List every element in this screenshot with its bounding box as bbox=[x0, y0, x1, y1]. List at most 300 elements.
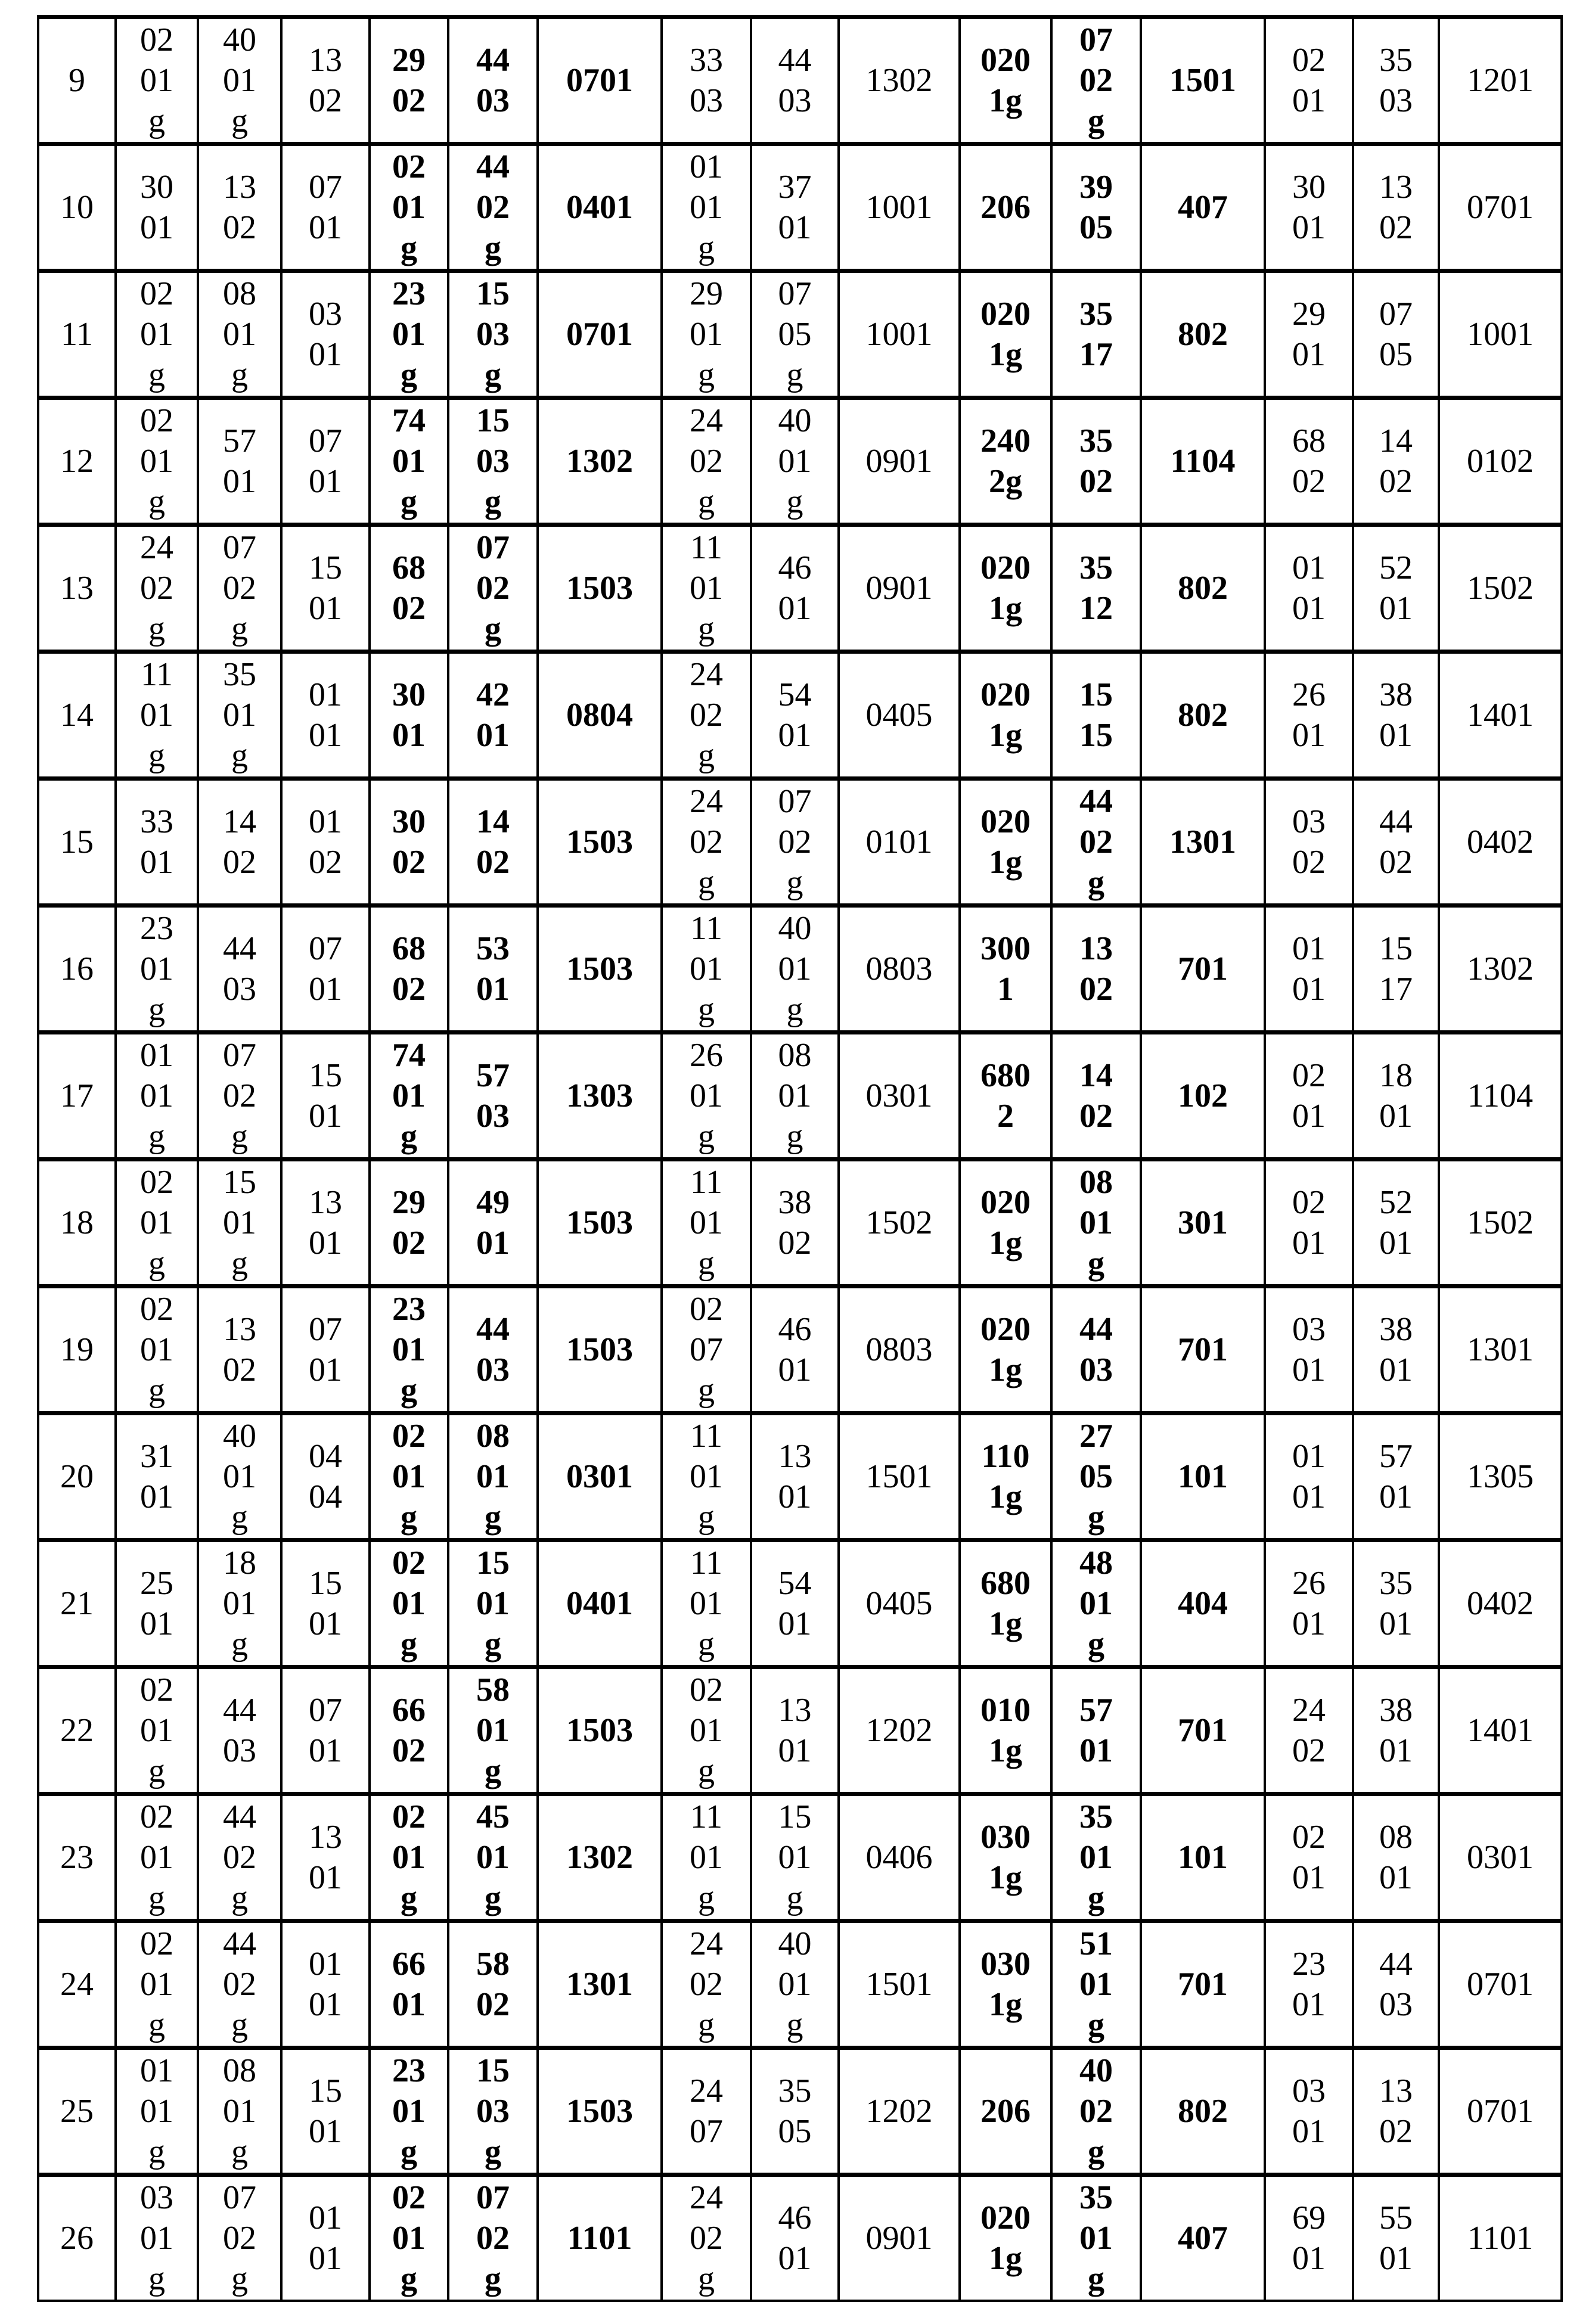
row-number-cell bbox=[38, 779, 116, 906]
cell-value: 26 01 g bbox=[690, 1037, 723, 1155]
cell-value: 14 bbox=[60, 697, 94, 734]
table-cell bbox=[662, 779, 751, 906]
cell-value: 35 01 g bbox=[223, 656, 256, 774]
cell-value: 40 01 g bbox=[223, 21, 256, 139]
cell-value: 1302 bbox=[865, 62, 933, 99]
table-cell bbox=[370, 652, 448, 779]
cell-value: 44 03 bbox=[223, 1692, 256, 1769]
table-cell bbox=[538, 1413, 662, 1540]
cell-value: 08 01 g bbox=[223, 2052, 256, 2170]
cell-value: 03 01 bbox=[309, 296, 342, 373]
cell-value: 1501 bbox=[1169, 62, 1236, 99]
table-cell bbox=[198, 1921, 281, 2048]
table-cell bbox=[1051, 17, 1141, 144]
cell-value: 58 01 g bbox=[476, 1671, 510, 1789]
cell-value: 29 02 bbox=[392, 42, 426, 119]
table-cell bbox=[448, 1921, 538, 2048]
cell-value: 18 01 g bbox=[223, 1545, 256, 1663]
cell-value: 24 07 bbox=[690, 2073, 723, 2150]
table-cell bbox=[116, 1160, 198, 1287]
table-cell bbox=[960, 2175, 1051, 2301]
cell-value: 23 bbox=[60, 1839, 94, 1876]
table-cell bbox=[116, 1287, 198, 1413]
table-cell bbox=[1439, 17, 1562, 144]
table-cell bbox=[1141, 17, 1265, 144]
table-cell bbox=[960, 1287, 1051, 1413]
cell-value: 01 01 g bbox=[690, 148, 723, 266]
cell-value: 1502 bbox=[865, 1204, 933, 1241]
cell-value: 020 1g bbox=[980, 676, 1031, 754]
table-cell bbox=[448, 2048, 538, 2175]
table-cell bbox=[1265, 1287, 1353, 1413]
table-row bbox=[38, 1540, 1562, 1667]
table-cell bbox=[538, 2048, 662, 2175]
cell-value: 0901 bbox=[865, 443, 933, 480]
table-cell bbox=[1141, 271, 1265, 398]
cell-value: 21 bbox=[60, 1585, 94, 1622]
cell-value: 0803 bbox=[865, 950, 933, 987]
table-cell bbox=[839, 779, 960, 906]
table-cell bbox=[370, 144, 448, 271]
cell-value: 46 01 bbox=[778, 2199, 812, 2277]
table-cell bbox=[839, 271, 960, 398]
cell-value: 07 02 g bbox=[476, 2179, 510, 2297]
cell-value: 0701 bbox=[566, 62, 633, 99]
row-number-cell bbox=[38, 1033, 116, 1160]
table-cell bbox=[1265, 652, 1353, 779]
cell-value: 0406 bbox=[865, 1839, 933, 1876]
cell-value: 66 02 bbox=[392, 1692, 426, 1769]
table-cell bbox=[839, 1921, 960, 2048]
table-cell bbox=[370, 1667, 448, 1794]
cell-value: 11 01 g bbox=[690, 529, 723, 647]
table-cell bbox=[1141, 2048, 1265, 2175]
table-cell bbox=[751, 1794, 839, 1921]
cell-value: 1501 bbox=[865, 1458, 933, 1495]
cell-value: 35 01 g bbox=[1079, 1798, 1113, 1916]
cell-value: 0402 bbox=[1467, 824, 1534, 860]
table-cell bbox=[370, 525, 448, 652]
row-number-cell bbox=[38, 1287, 116, 1413]
cell-value: 08 01 bbox=[1379, 1819, 1413, 1896]
table-cell bbox=[1141, 1794, 1265, 1921]
cell-value: 22 bbox=[60, 1712, 94, 1749]
cell-value: 102 bbox=[1178, 1077, 1228, 1114]
cell-value: 1503 bbox=[566, 824, 633, 860]
cell-value: 23 01 g bbox=[392, 275, 426, 393]
table-cell bbox=[448, 271, 538, 398]
cell-value: 0901 bbox=[865, 570, 933, 607]
cell-value: 15 01 bbox=[309, 1565, 342, 1642]
table-cell bbox=[1353, 1413, 1439, 1540]
table-cell bbox=[1051, 2175, 1141, 2301]
table-cell bbox=[662, 906, 751, 1033]
cell-value: 14 02 bbox=[476, 803, 510, 881]
cell-value: 11 01 g bbox=[140, 656, 173, 774]
cell-value: 07 02 g bbox=[476, 529, 510, 647]
cell-value: 51 01 g bbox=[1079, 1925, 1113, 2043]
cell-value: 25 bbox=[60, 2093, 94, 2130]
table-cell bbox=[751, 271, 839, 398]
cell-value: 02 01 g bbox=[140, 1164, 173, 1282]
table-cell bbox=[839, 652, 960, 779]
cell-value: 404 bbox=[1178, 1585, 1228, 1622]
table-cell bbox=[1439, 1667, 1562, 1794]
cell-value: 02 01 g bbox=[392, 1545, 426, 1663]
cell-value: 38 02 bbox=[778, 1184, 812, 1262]
cell-value: 02 01 g bbox=[140, 1671, 173, 1789]
table-cell bbox=[281, 1794, 370, 1921]
table-cell bbox=[198, 1160, 281, 1287]
cell-value: 1101 bbox=[1467, 2220, 1533, 2257]
table-cell bbox=[116, 1667, 198, 1794]
cell-value: 1104 bbox=[1467, 1077, 1533, 1114]
cell-value: 44 02 g bbox=[476, 148, 510, 266]
table-cell bbox=[1353, 1287, 1439, 1413]
table-cell bbox=[1353, 1921, 1439, 2048]
table-cell bbox=[281, 906, 370, 1033]
table-cell bbox=[662, 2175, 751, 2301]
table-cell bbox=[370, 779, 448, 906]
cell-value: 54 01 bbox=[778, 1565, 812, 1642]
cell-value: 30 01 bbox=[1292, 169, 1326, 246]
table-row bbox=[38, 17, 1562, 144]
table-cell bbox=[538, 144, 662, 271]
cell-value: 02 01 bbox=[1292, 42, 1326, 119]
cell-value: 020 1g bbox=[980, 1311, 1031, 1388]
table-cell bbox=[1439, 906, 1562, 1033]
table-cell bbox=[1353, 2048, 1439, 2175]
cell-value: 30 01 bbox=[140, 169, 173, 246]
cell-value: 13 bbox=[60, 570, 94, 607]
table-cell bbox=[960, 779, 1051, 906]
cell-value: 680 2 bbox=[980, 1057, 1031, 1135]
table-cell bbox=[198, 17, 281, 144]
cell-value: 110 1g bbox=[981, 1438, 1030, 1515]
table-cell bbox=[1051, 906, 1141, 1033]
table-cell bbox=[960, 1413, 1051, 1540]
table-row bbox=[38, 906, 1562, 1033]
table-cell bbox=[839, 1667, 960, 1794]
table-row bbox=[38, 2175, 1562, 2301]
cell-value: 07 05 bbox=[1379, 296, 1413, 373]
cell-value: 15 01 g bbox=[223, 1164, 256, 1282]
table-cell bbox=[662, 1540, 751, 1667]
cell-value: 23 01 g bbox=[392, 1291, 426, 1409]
cell-value: 1104 bbox=[1170, 443, 1236, 480]
cell-value: 48 01 g bbox=[1079, 1545, 1113, 1663]
cell-value: 0803 bbox=[865, 1331, 933, 1368]
cell-value: 11 01 g bbox=[690, 1418, 723, 1536]
table-cell bbox=[662, 398, 751, 525]
table-cell bbox=[116, 779, 198, 906]
table-cell bbox=[662, 1033, 751, 1160]
cell-value: 27 05 g bbox=[1079, 1418, 1113, 1536]
cell-value: 03 01 bbox=[1292, 2073, 1326, 2150]
cell-value: 101 bbox=[1178, 1458, 1228, 1495]
cell-value: 1503 bbox=[566, 1712, 633, 1749]
cell-value: 802 bbox=[1178, 570, 1228, 607]
table-cell bbox=[751, 1413, 839, 1540]
table-cell bbox=[1265, 271, 1353, 398]
cell-value: 02 01 g bbox=[392, 1418, 426, 1536]
table-cell bbox=[538, 1160, 662, 1287]
cell-value: 02 01 g bbox=[140, 21, 173, 139]
cell-value: 300 1 bbox=[980, 930, 1031, 1008]
cell-value: 38 01 bbox=[1379, 1692, 1413, 1769]
cell-value: 07 02 g bbox=[223, 1037, 256, 1155]
table-cell bbox=[370, 398, 448, 525]
table-cell bbox=[839, 1287, 960, 1413]
table-cell bbox=[1353, 525, 1439, 652]
table-cell bbox=[1141, 652, 1265, 779]
table-cell bbox=[1265, 144, 1353, 271]
table-cell bbox=[662, 525, 751, 652]
cell-value: 18 bbox=[60, 1204, 94, 1241]
table-cell bbox=[1265, 779, 1353, 906]
table-cell bbox=[751, 652, 839, 779]
table-cell bbox=[1439, 1287, 1562, 1413]
cell-value: 1301 bbox=[1467, 1331, 1534, 1368]
cell-value: 1503 bbox=[566, 1204, 633, 1241]
table-cell bbox=[1051, 1921, 1141, 2048]
table-cell bbox=[538, 1540, 662, 1667]
cell-value: 08 01 g bbox=[1079, 1164, 1113, 1282]
cell-value: 35 17 bbox=[1079, 296, 1113, 373]
table-row bbox=[38, 1794, 1562, 1921]
table-row bbox=[38, 1160, 1562, 1287]
table-cell bbox=[662, 1794, 751, 1921]
table-cell bbox=[1051, 1413, 1141, 1540]
table-cell bbox=[370, 2048, 448, 2175]
table-cell bbox=[116, 1540, 198, 1667]
table-cell bbox=[839, 906, 960, 1033]
table-cell bbox=[198, 1413, 281, 1540]
cell-value: 01 01 bbox=[1292, 930, 1326, 1008]
cell-value: 11 01 g bbox=[690, 910, 723, 1028]
table-cell bbox=[751, 1921, 839, 2048]
cell-value: 1401 bbox=[1467, 1712, 1534, 1749]
cell-value: 1305 bbox=[1467, 1458, 1534, 1495]
cell-value: 12 bbox=[60, 443, 94, 480]
cell-value: 18 01 bbox=[1379, 1057, 1413, 1135]
cell-value: 0701 bbox=[1467, 1966, 1534, 2003]
cell-value: 30 02 bbox=[392, 803, 426, 881]
table-row bbox=[38, 1033, 1562, 1160]
cell-value: 11 bbox=[61, 316, 93, 353]
cell-value: 52 01 bbox=[1379, 549, 1413, 627]
cell-value: 23 01 g bbox=[392, 2052, 426, 2170]
cell-value: 02 01 g bbox=[140, 1798, 173, 1916]
cell-value: 13 02 bbox=[1079, 930, 1113, 1008]
cell-value: 40 01 g bbox=[778, 1925, 812, 2043]
cell-value: 44 03 bbox=[223, 930, 256, 1008]
cell-value: 45 01 g bbox=[476, 1798, 510, 1916]
cell-value: 1001 bbox=[865, 316, 933, 353]
row-number-cell bbox=[38, 1921, 116, 2048]
table-cell bbox=[1353, 1667, 1439, 1794]
cell-value: 37 01 bbox=[778, 169, 812, 246]
table-cell bbox=[662, 144, 751, 271]
table-cell bbox=[281, 271, 370, 398]
table-cell bbox=[1141, 144, 1265, 271]
table-cell bbox=[448, 525, 538, 652]
cell-value: 44 02 bbox=[1379, 803, 1413, 881]
table-cell bbox=[751, 2048, 839, 2175]
table-cell bbox=[281, 1160, 370, 1287]
table-cell bbox=[960, 906, 1051, 1033]
table-cell bbox=[281, 1540, 370, 1667]
cell-value: 206 bbox=[980, 189, 1031, 226]
cell-value: 0901 bbox=[865, 2220, 933, 2257]
table-cell bbox=[1141, 1667, 1265, 1794]
cell-value: 15 01 bbox=[309, 549, 342, 627]
cell-value: 13 01 bbox=[778, 1692, 812, 1769]
table-cell bbox=[1265, 2048, 1353, 2175]
cell-value: 0301 bbox=[865, 1077, 933, 1114]
table-cell bbox=[1439, 1794, 1562, 1921]
table-cell bbox=[1141, 1160, 1265, 1287]
row-number-cell bbox=[38, 1794, 116, 1921]
cell-value: 07 01 bbox=[309, 930, 342, 1008]
cell-value: 35 12 bbox=[1079, 549, 1113, 627]
table-cell bbox=[751, 2175, 839, 2301]
cell-value: 15 01 bbox=[309, 1057, 342, 1135]
cell-value: 13 02 bbox=[309, 42, 342, 119]
cell-value: 9 bbox=[69, 62, 85, 99]
table-cell bbox=[839, 1413, 960, 1540]
cell-value: 57 01 bbox=[1079, 1692, 1113, 1769]
table-cell bbox=[538, 271, 662, 398]
cell-value: 02 07 g bbox=[690, 1291, 723, 1409]
table-cell bbox=[662, 652, 751, 779]
table-cell bbox=[1051, 1033, 1141, 1160]
cell-value: 44 02 g bbox=[1079, 783, 1113, 901]
table-cell bbox=[1439, 1413, 1562, 1540]
table-cell bbox=[1141, 1033, 1265, 1160]
cell-value: 44 03 bbox=[1079, 1311, 1113, 1388]
table-cell bbox=[448, 17, 538, 144]
table-cell bbox=[751, 398, 839, 525]
cell-value: 03 02 bbox=[1292, 803, 1326, 881]
cell-value: 15 01 g bbox=[778, 1798, 812, 1916]
cell-value: 57 01 bbox=[223, 422, 256, 500]
cell-value: 66 01 bbox=[392, 1946, 426, 2023]
cell-value: 1301 bbox=[566, 1966, 633, 2003]
cell-value: 07 02 g bbox=[1079, 21, 1113, 139]
table-cell bbox=[1439, 525, 1562, 652]
table-cell bbox=[1439, 652, 1562, 779]
cell-value: 02 01 g bbox=[140, 275, 173, 393]
cell-value: 04 04 bbox=[309, 1438, 342, 1515]
cell-value: 02 01 g bbox=[140, 1291, 173, 1409]
table-cell bbox=[1051, 1540, 1141, 1667]
cell-value: 1301 bbox=[1169, 824, 1236, 860]
cell-value: 03 01 g bbox=[140, 2179, 173, 2297]
table-cell bbox=[198, 144, 281, 271]
cell-value: 69 01 bbox=[1292, 2199, 1326, 2277]
hla-typing-table bbox=[37, 15, 1563, 2302]
table-cell bbox=[662, 1160, 751, 1287]
table-cell bbox=[1265, 1540, 1353, 1667]
table-cell bbox=[751, 779, 839, 906]
cell-value: 020 1g bbox=[980, 549, 1031, 627]
cell-value: 01 01 g bbox=[140, 1037, 173, 1155]
table-cell bbox=[538, 17, 662, 144]
cell-value: 11 01 g bbox=[690, 1545, 723, 1663]
table-cell bbox=[281, 1413, 370, 1540]
cell-value: 240 2g bbox=[980, 422, 1031, 500]
cell-value: 13 02 bbox=[1379, 2073, 1413, 2150]
cell-value: 35 05 bbox=[778, 2073, 812, 2150]
cell-value: 1201 bbox=[1467, 62, 1534, 99]
cell-value: 24 02 g bbox=[690, 2179, 723, 2297]
cell-value: 1303 bbox=[566, 1077, 633, 1114]
cell-value: 57 03 bbox=[476, 1057, 510, 1135]
table-cell bbox=[370, 17, 448, 144]
table-cell bbox=[960, 2048, 1051, 2175]
table-cell bbox=[1265, 2175, 1353, 2301]
table-cell bbox=[1265, 1794, 1353, 1921]
cell-value: 15 03 g bbox=[476, 275, 510, 393]
table-cell bbox=[281, 1667, 370, 1794]
table-cell bbox=[198, 906, 281, 1033]
cell-value: 407 bbox=[1178, 189, 1228, 226]
cell-value: 55 01 bbox=[1379, 2199, 1413, 2277]
cell-value: 0401 bbox=[566, 1585, 633, 1622]
cell-value: 13 02 bbox=[223, 1311, 256, 1388]
table-cell bbox=[1051, 2048, 1141, 2175]
table-cell bbox=[1265, 1413, 1353, 1540]
cell-value: 74 01 g bbox=[392, 1037, 426, 1155]
table-cell bbox=[281, 652, 370, 779]
table-cell bbox=[1439, 144, 1562, 271]
cell-value: 35 02 bbox=[1079, 422, 1113, 500]
table-cell bbox=[1265, 906, 1353, 1033]
cell-value: 0401 bbox=[566, 189, 633, 226]
table-cell bbox=[281, 2048, 370, 2175]
row-number-cell bbox=[38, 1160, 116, 1287]
row-number-cell bbox=[38, 144, 116, 271]
table-cell bbox=[448, 144, 538, 271]
table-cell bbox=[370, 1033, 448, 1160]
row-number-cell bbox=[38, 17, 116, 144]
table-cell bbox=[198, 652, 281, 779]
cell-value: 101 bbox=[1178, 1839, 1228, 1876]
cell-value: 29 01 bbox=[1292, 296, 1326, 373]
cell-value: 46 01 bbox=[778, 1311, 812, 1388]
cell-value: 44 03 bbox=[1379, 1946, 1413, 2023]
cell-value: 1502 bbox=[1467, 570, 1534, 607]
table-row bbox=[38, 1287, 1562, 1413]
cell-value: 42 01 bbox=[476, 676, 510, 754]
table-cell bbox=[1141, 1921, 1265, 2048]
cell-value: 020 1g bbox=[980, 296, 1031, 373]
cell-value: 35 01 g bbox=[1079, 2179, 1113, 2297]
table-cell bbox=[839, 1033, 960, 1160]
cell-value: 01 01 bbox=[309, 2199, 342, 2277]
table-cell bbox=[1141, 1540, 1265, 1667]
cell-value: 701 bbox=[1178, 1712, 1228, 1749]
table-cell bbox=[448, 779, 538, 906]
table-row bbox=[38, 398, 1562, 525]
table-cell bbox=[1353, 779, 1439, 906]
table-cell bbox=[1439, 1921, 1562, 2048]
cell-value: 52 01 bbox=[1379, 1184, 1413, 1262]
row-number-cell bbox=[38, 652, 116, 779]
table-cell bbox=[1439, 1033, 1562, 1160]
table-cell bbox=[662, 1667, 751, 1794]
